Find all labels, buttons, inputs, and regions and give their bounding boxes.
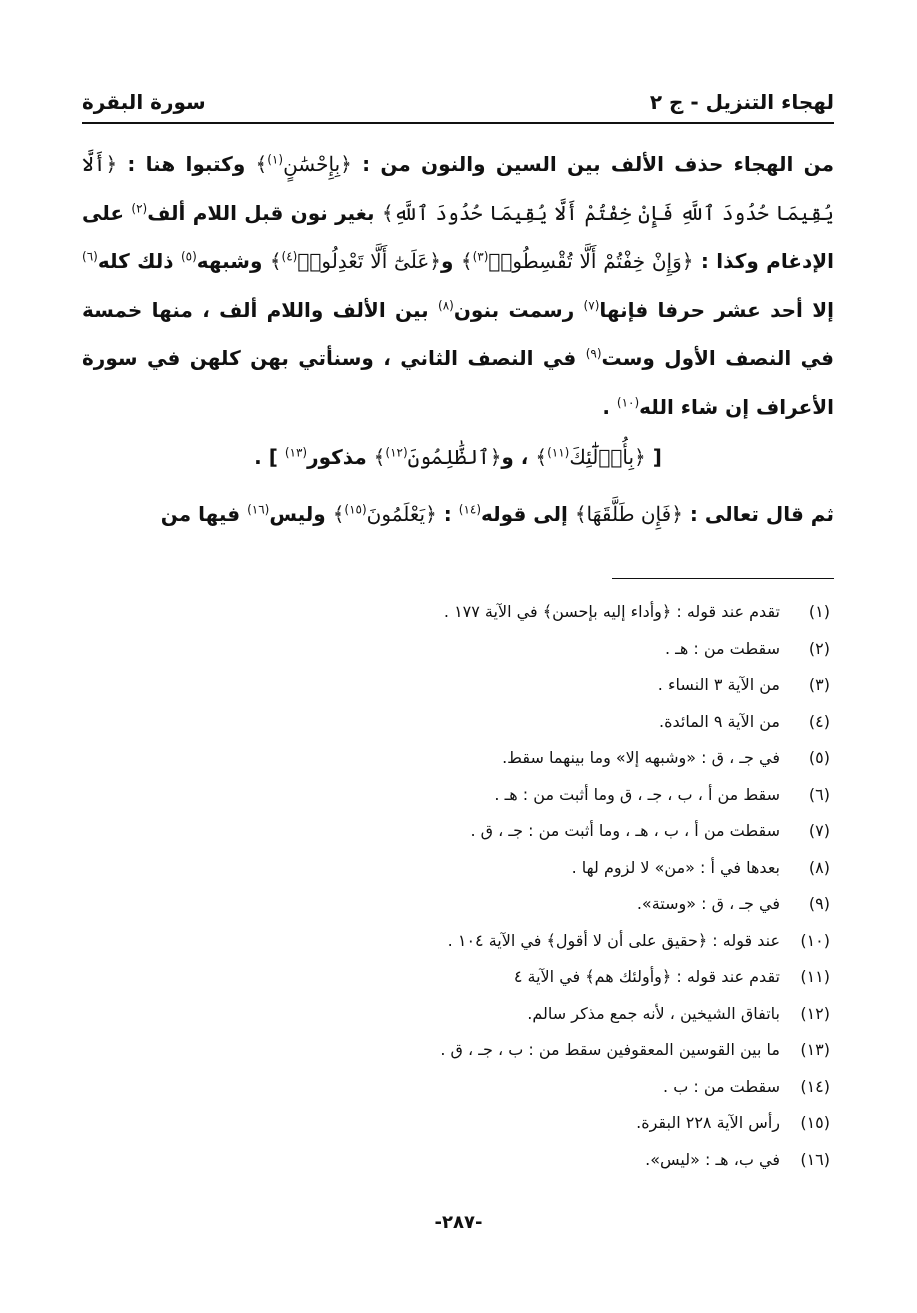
- ornate-bracket-open: ﴿: [681, 249, 694, 273]
- text-segment: وشبهه: [196, 249, 263, 273]
- text-segment: رسمت بنون: [453, 297, 575, 322]
- footnote-number: (٢): [808, 638, 830, 658]
- ornate-bracket-open: ﴿: [105, 152, 118, 176]
- footnote-item: [82, 923, 830, 960]
- footnote-marker[interactable]: (٨): [438, 297, 454, 312]
- footnote-item: [82, 740, 830, 777]
- footnote-item: [82, 704, 830, 741]
- footnote-text: في جـ ، ق : «وستة».: [636, 894, 780, 913]
- paragraph-2: [82, 433, 834, 482]
- footnote-marker[interactable]: (١): [267, 152, 284, 167]
- footnote-text: سقطت من أ ، ب ، هـ ، وما أثبت من : جـ ، ق .: [470, 821, 780, 840]
- ornate-bracket-open: ﴿: [429, 249, 442, 273]
- ornate-bracket-open: ﴿: [489, 445, 502, 469]
- footnote-item: [82, 594, 830, 631]
- quran-verse: أَلَّا يُقِيمَا حُدُودَ ٱللَّهِ فَإِنْ خِفْتُمْ أَلَّا يُقِيمَا حُدُودَ ٱللَّهِ: [82, 152, 835, 225]
- quran-verse: فَإِن طَلَّقَهَا: [586, 501, 672, 526]
- footnotes-list: [82, 594, 830, 1178]
- footnote-separator: [612, 578, 834, 579]
- ornate-bracket-close: ﴾: [269, 249, 282, 273]
- text-segment: وليس: [269, 501, 326, 526]
- text-segment: على الإدغام وكذا :: [82, 200, 835, 273]
- footnote-number: (١١): [800, 967, 830, 986]
- running-header: [82, 78, 834, 124]
- footnote-item: [82, 959, 830, 996]
- footnote-number: (٤): [808, 711, 830, 731]
- footnote-item: [82, 1142, 830, 1179]
- quran-verse: ٱلظَّٰلِمُونَ: [407, 445, 490, 469]
- footnote-item: [82, 1032, 830, 1069]
- footnote-marker[interactable]: (٩): [585, 346, 602, 361]
- footnote-number: (١٠): [800, 930, 830, 950]
- footnote-text: عند قوله : ﴿حقيق على أن لا أقول﴾ في الآية ١٠٤ .: [447, 930, 780, 950]
- footnote-marker[interactable]: (٦): [82, 249, 98, 264]
- ornate-bracket-close: ﴾: [332, 501, 345, 526]
- square-bracket-open: [: [652, 445, 662, 469]
- footnote-number: (١٥): [800, 1113, 830, 1132]
- footnote-number: (٣): [808, 675, 830, 694]
- footnote-item: [82, 813, 830, 850]
- ornate-bracket-close: ﴾: [255, 152, 268, 176]
- footnote-text: رأس الآية ٢٢٨ البقرة.: [636, 1113, 780, 1132]
- footnote-number: (٥): [808, 748, 830, 767]
- text-segment: وكتبوا هنا :: [127, 152, 246, 176]
- text-segment: بين الألف واللام ألف ، منها خمسة في النصف الأول وست: [82, 297, 834, 370]
- footnote-number: (٦): [808, 784, 830, 804]
- footnote-item: [82, 1105, 830, 1142]
- footnote-number: (١٦): [800, 1149, 830, 1169]
- ornate-bracket-close: ﴾: [535, 445, 548, 469]
- footnote-marker[interactable]: (٥): [180, 249, 197, 264]
- footnote-number: (٨): [808, 857, 830, 877]
- footnote-item: [82, 850, 830, 887]
- text-segment: في النصف الثاني ، وسنأتي بهن كلهن في سورة الأعراف إن شاء الله: [82, 346, 834, 419]
- footnote-text: بعدها في أ : «من» لا لزوم لها .: [571, 857, 780, 877]
- footnote-marker[interactable]: (١٢): [385, 445, 408, 460]
- text-segment: ثم قال تعالى :: [689, 501, 834, 526]
- footnote-marker[interactable]: (٧): [583, 297, 600, 312]
- text-segment: إلا أحد عشر حرفا فإنها: [599, 297, 834, 322]
- ornate-bracket-close: ﴾: [574, 501, 587, 526]
- footnote-text: ما بين القوسين المعقوفين سقط من : ب ، جـ ، ق .: [440, 1040, 780, 1059]
- footnote-text: في جـ ، ق : «وشبهه إلا» وما بينهما سقط.: [502, 748, 780, 767]
- text-segment: .: [602, 394, 610, 419]
- footnote-number: (١٤): [800, 1076, 830, 1096]
- main-text: [82, 140, 834, 538]
- footnote-item: [82, 777, 830, 814]
- footnote-marker[interactable]: (١٣): [284, 445, 308, 460]
- footnote-marker[interactable]: (١٦): [247, 501, 270, 516]
- ornate-bracket-open: ﴿: [340, 152, 352, 176]
- square-bracket-close: ] .: [254, 445, 278, 469]
- text-segment: :: [443, 501, 452, 526]
- text-segment: من الهجاء حذف الألف بين السين والنون من :: [362, 152, 835, 176]
- footnote-item: [82, 631, 830, 668]
- ornate-bracket-close: ﴾: [460, 249, 473, 273]
- footnote-item: [82, 667, 830, 704]
- footnote-text: من الآية ٩ المائدة.: [659, 711, 780, 731]
- footnote-number: (١٣): [800, 1040, 830, 1059]
- quran-verse: وَإِنْ خِفْتُمْ أَلَّا تُقْسِطُوا۟: [488, 249, 682, 273]
- footnote-text: في ب، هـ : «ليس».: [645, 1149, 780, 1169]
- footnote-item: [82, 886, 830, 923]
- footnote-text: سقط من أ ، ب ، جـ ، ق وما أثبت من : هـ .: [494, 784, 780, 804]
- footnote-item: [82, 996, 830, 1033]
- footnote-marker[interactable]: (١١): [547, 445, 570, 460]
- ornate-bracket-open: ﴿: [671, 501, 683, 526]
- footnote-number: (١٢): [800, 1003, 830, 1023]
- footnote-marker[interactable]: (١٠): [616, 394, 640, 409]
- footnote-number: (٧): [808, 821, 830, 840]
- ornate-bracket-close: ﴾: [373, 445, 386, 469]
- footnote-marker[interactable]: (١٥): [344, 501, 367, 516]
- text-segment: ، و: [501, 445, 529, 469]
- ornate-bracket-close: ﴾: [381, 200, 394, 225]
- footnote-item: [82, 1069, 830, 1106]
- footnote-text: تقدم عند قوله : ﴿وأداء إليه بإحسن﴾ في الآية ١٧٧ .: [443, 602, 780, 621]
- footnote-text: تقدم عند قوله : ﴿وأولئك هم﴾ في الآية ٤: [513, 967, 780, 986]
- ornate-bracket-open: ﴿: [425, 501, 437, 526]
- book-title: لهجاء التنزيل - ج ٢: [649, 90, 834, 114]
- surah-name: سورة البقرة: [82, 90, 206, 114]
- paragraph-1: [82, 140, 834, 431]
- quran-verse: عَلَىٰٓ أَلَّا تَعْدِلُوا۟: [297, 249, 430, 273]
- text-segment: و: [441, 249, 454, 273]
- footnote-marker[interactable]: (٣): [472, 249, 489, 264]
- footnote-marker[interactable]: (٢): [131, 200, 148, 215]
- quran-verse: بِإِحْسَٰنٍ: [283, 152, 341, 176]
- footnote-number: (١): [808, 602, 830, 621]
- footnote-text: باتفاق الشيخين ، لأنه جمع مذكر سالم.: [527, 1003, 780, 1023]
- quran-verse: بِأُو۟لَٰٓئِكَ: [569, 445, 635, 469]
- footnote-text: سقطت من : ب .: [663, 1076, 780, 1096]
- text-segment: بغير نون قبل اللام ألف: [147, 200, 375, 225]
- quran-verse: يَعْلَمُونَ: [366, 501, 426, 526]
- text-segment: مذكور: [307, 445, 367, 469]
- footnote-text: من الآية ٣ النساء .: [657, 675, 780, 694]
- footnote-marker[interactable]: (٤): [281, 249, 298, 264]
- footnote-number: (٩): [808, 894, 830, 913]
- footnote-text: سقطت من : هـ .: [664, 638, 780, 658]
- footnote-marker[interactable]: (١٤): [458, 501, 482, 516]
- paragraph-3: [82, 490, 834, 539]
- text-segment: فيها من: [160, 501, 241, 526]
- text-segment: ذلك كله: [97, 249, 174, 273]
- page-number: -٢٨٧-: [434, 1212, 483, 1233]
- ornate-bracket-open: ﴿: [634, 445, 646, 469]
- text-segment: إلى قوله: [481, 501, 568, 526]
